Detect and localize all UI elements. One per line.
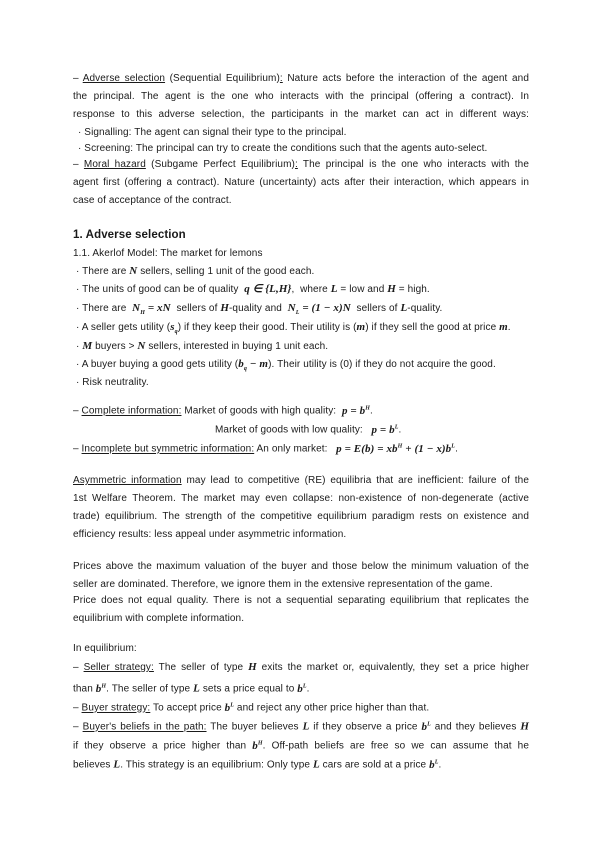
model-bullet-1: · There are N sellers, selling 1 unit of the good each. (76, 265, 315, 277)
para1-line-4: efficiency results: less appeal under asymmetric information. (73, 529, 347, 540)
intro-line-1: – Adverse selection (Sequential Equilibrium): Nature acts before the interaction of the agent and (73, 73, 529, 84)
intro-bullet-screening: · Screening: The principal can try to create the conditions such that the agents auto-select. (78, 143, 488, 154)
model-bullet-2: · The units of good can be of quality q ∈ {L,H}, where L = low and H = high. (76, 283, 430, 295)
para2-line-2: seller are dominated. Therefore, we ignore them in the extensive representation of the game. (73, 579, 493, 590)
intro-line-6: case of acceptance of the contract. (73, 195, 232, 206)
buyer-beliefs-line-1: – Buyer's beliefs in the path: The buyer believes L if they observe a price $b^L$ and they believes H (73, 720, 529, 733)
intro-line-5: agent first (offering a contract). Nature (uncertainty) acts after their interaction, which appears in (73, 177, 529, 188)
model-bullet-5: · M buyers > N sellers, interested in buying 1 unit each. (76, 340, 329, 352)
intro-bullet-signalling: · Signalling: The agent can signal their type to the principal. (78, 127, 347, 138)
section-subtitle: 1.1. Akerlof Model: The market for lemons (73, 248, 263, 259)
para2-line-1: Prices above the maximum valuation of the buyer and those below the minimum valuation of the (73, 561, 529, 572)
section-title: 1. Adverse selection (73, 229, 186, 241)
seller-strategy-line-1: – Seller strategy: The seller of type H exits the market or, equivalently, they set a price higher (73, 661, 529, 673)
para1-line-3: trade) equilibrium. The strength of the competitive equilibrium paradigm rests on existence and (73, 511, 529, 522)
para1-line-1: Asymmetric information may lead to competitive (RE) equilibria that are inefficient: failure of the (73, 475, 529, 486)
buyer-beliefs-line-3: believes L. This strategy is an equilibrium: Only type L cars are sold at a price $b^L$. (73, 758, 442, 771)
complete-info-line: – Complete information: Market of goods with high quality: $p = b^H$. (73, 404, 373, 417)
equilibrium-heading: In equilibrium: (73, 643, 137, 654)
para2-line-3: Price does not equal quality. There is not a sequential separating equilibrium that replicates the (73, 595, 529, 606)
intro-line-3: response to this adverse selection, the participants in the market can act in different ways: (73, 109, 529, 120)
model-bullet-3: · There are $N_H$ = xN sellers of H-quality and $N_L = (1 - x)N$ sellers of L-quality. (76, 302, 443, 317)
buyer-beliefs-line-2: if they observe a price higher than $b^H$. Off-path beliefs are free so we can assume that he (73, 739, 529, 752)
intro-line-2: the principal. The agent is the one who interacts with the principal (offering a contract). In (73, 91, 529, 102)
incomplete-info-line: – Incomplete but symmetric information: An only market: $p = E(b) = xb^H + (1 - x)b^L$. (73, 442, 458, 455)
model-bullet-7: · Risk neutrality. (76, 377, 149, 388)
model-bullet-6: · A buyer buying a good gets utility $(b_q - m)$. Their utility is (0) if they do not acquire the good. (76, 358, 496, 373)
buyer-strategy-line: – Buyer strategy: To accept price $b^L$ and reject any other price higher than that. (73, 701, 430, 714)
complete-info-line-2: Market of goods with low quality: $p = b^L$. (215, 423, 402, 436)
seller-strategy-line-2: than $b^H$. The seller of type L sets a price equal to $b^L$. (73, 682, 310, 695)
para2-line-4: equilibrium with complete information. (73, 613, 245, 624)
model-bullet-4: · A seller gets utility $(s_q)$ if they keep their good. Their utility is (m) if they sell the good at price m. (76, 321, 511, 336)
para1-line-2: 1st Welfare Theorem. The market may even collapse: non-existence of non-degenerate (active (73, 493, 529, 504)
intro-line-4: – Moral hazard (Subgame Perfect Equilibrium): The principal is the one who interacts with the (73, 159, 530, 170)
